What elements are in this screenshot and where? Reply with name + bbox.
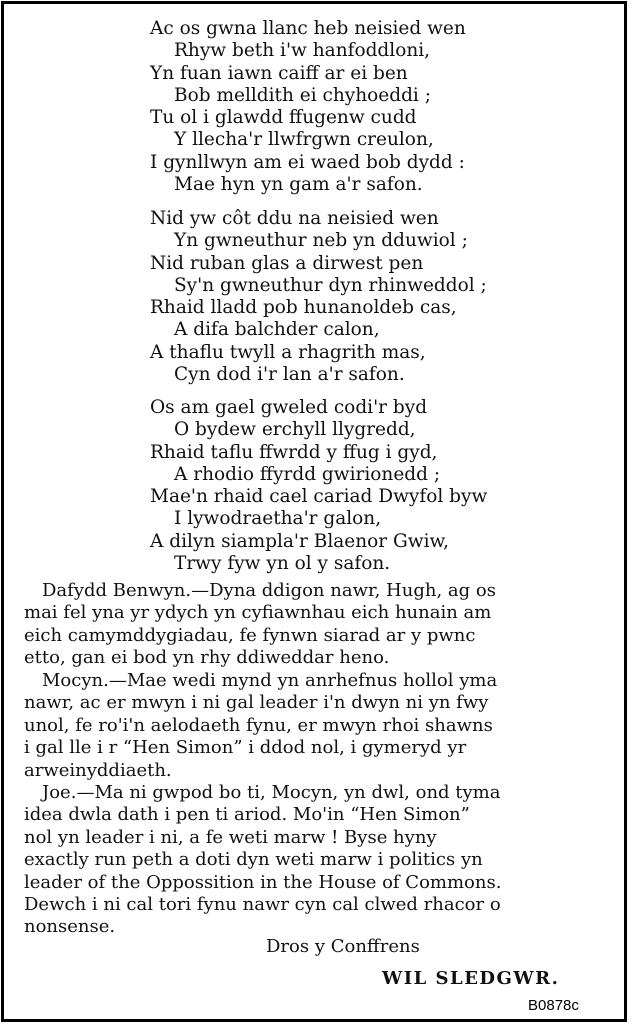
poem-line: I lywodraetha'r galon, <box>174 508 382 530</box>
poem-line: A difa balchder calon, <box>174 319 380 341</box>
poem-line: A rhodio ffyrdd gwirionedd ; <box>174 463 441 485</box>
dialogue-line: arweinyddiaeth. <box>24 759 172 781</box>
dialogue-line: mai fel yna yr ydych yn cyfiawnhau eich hunain am <box>24 602 492 624</box>
dialogue-paragraph-dafydd <box>24 580 624 670</box>
poem-line: Yn gwneuthur neb yn dduwiol ; <box>174 230 468 252</box>
dialogue-text: —Mae wedi mynd yn anrhefnus hollol yma <box>108 670 498 691</box>
speaker-name: Joe. <box>42 782 77 803</box>
dialogue-line: nonsense. <box>24 916 116 938</box>
dialogue-first-line <box>24 782 624 804</box>
dialogue-text: —Dyna ddigon nawr, Hugh, ag os <box>191 580 496 601</box>
poem-line: Sy'n gwneuthur dyn rhinweddol ; <box>174 274 487 296</box>
poem-line: Nid ruban glas a dirwest pen <box>150 252 424 274</box>
dialogue-line: Dewch i ni cal tori fynu nawr cyn cal clwed rhacor o <box>24 894 501 916</box>
poem-line: Yn fuan iawn caiff ar ei ben <box>150 62 408 84</box>
dialogue-line: exactly run peth a doti dyn weti marw i politics yn <box>24 849 483 871</box>
poem-line: Nid yw côt ddu na neisied wen <box>150 208 439 229</box>
poem-line: Rhaid taflu ffwrdd y ffug i gyd, <box>150 441 438 463</box>
poem-line: O bydew erchyll llygredd, <box>174 419 416 441</box>
dialogue-text: —Ma ni gwpod bo ti, Mocyn, yn dwl, ond tyma <box>76 782 501 803</box>
poem-line: A dilyn siampla'r Blaenor Gwiw, <box>150 530 450 552</box>
dialogue-line: nol yn leader i ni, a fe weti marw ! Byse hyny <box>24 826 437 848</box>
archive-reference-code: B0878c <box>528 997 579 1014</box>
poem-stanza-1 <box>150 18 570 196</box>
dialogue-line: etto, gan ei bod yn rhy ddiweddar heno. <box>24 647 390 669</box>
poem-line: Os am gael gweled codi'r byd <box>150 397 428 418</box>
poem-line: Mae hyn yn gam a'r safon. <box>174 174 423 196</box>
poem-line: A thaflu twyll a rhagrith mas, <box>150 341 426 363</box>
dialogue-line: nawr, ac er mwyn i ni gal leader i'n dwyn ni yn fwy <box>24 692 489 714</box>
poem-line: Trwy fyw yn ol y safon. <box>174 553 391 575</box>
dialogue-line: idea dwla dath i pen ti ariod. Mo'in “Hen Simon” <box>24 804 470 826</box>
poem-line: Bob melldith ei chyhoeddi ; <box>174 84 431 106</box>
speaker-name: Mocyn. <box>42 670 109 691</box>
dialogue-first-line <box>24 670 624 692</box>
poem-line: Y llecha'r llwfrgwn creulon, <box>174 129 434 151</box>
poem-line: Mae'n rhaid cael cariad Dwyfol byw <box>150 486 488 508</box>
dialogue-paragraph-joe <box>24 782 624 939</box>
poem-stanza-2 <box>150 208 570 386</box>
poem-line: Tu ol i glawdd ffugenw cudd <box>150 107 417 129</box>
poem-line: Rhaid lladd pob hunanoldeb cas, <box>150 297 457 319</box>
poem-line: Rhyw beth i'w hanfoddloni, <box>174 40 431 62</box>
dialogue-paragraph-mocyn <box>24 670 624 782</box>
speaker-name: Dafydd Benwyn. <box>42 580 192 601</box>
dialogue-line: leader of the Oppossition in the House of Commons. <box>24 871 502 893</box>
author-signature: WIL SLEDGWR. <box>382 968 560 989</box>
poem-stanza-3 <box>150 397 570 575</box>
dialogue-line: i gal lle i r “Hen Simon” i ddod nol, i gymeryd yr <box>24 737 467 759</box>
dialogue-first-line <box>24 580 624 602</box>
dialogue-line: eich camymddygiadau, fe fynwn siarad ar y pwnc <box>24 624 476 646</box>
poem-line: I gynllwyn am ei waed bob dydd : <box>150 151 465 173</box>
newspaper-clipping <box>1 1 627 1022</box>
poem-line: Cyn dod i'r lan a'r safon. <box>174 364 405 386</box>
poem-line: Ac os gwna llanc heb neisied wen <box>150 18 466 39</box>
closing-line: Dros y Conffrens <box>266 936 420 957</box>
dialogue-line: unol, fe ro'i'n aelodaeth fynu, er mwyn rhoi shawns <box>24 714 493 736</box>
